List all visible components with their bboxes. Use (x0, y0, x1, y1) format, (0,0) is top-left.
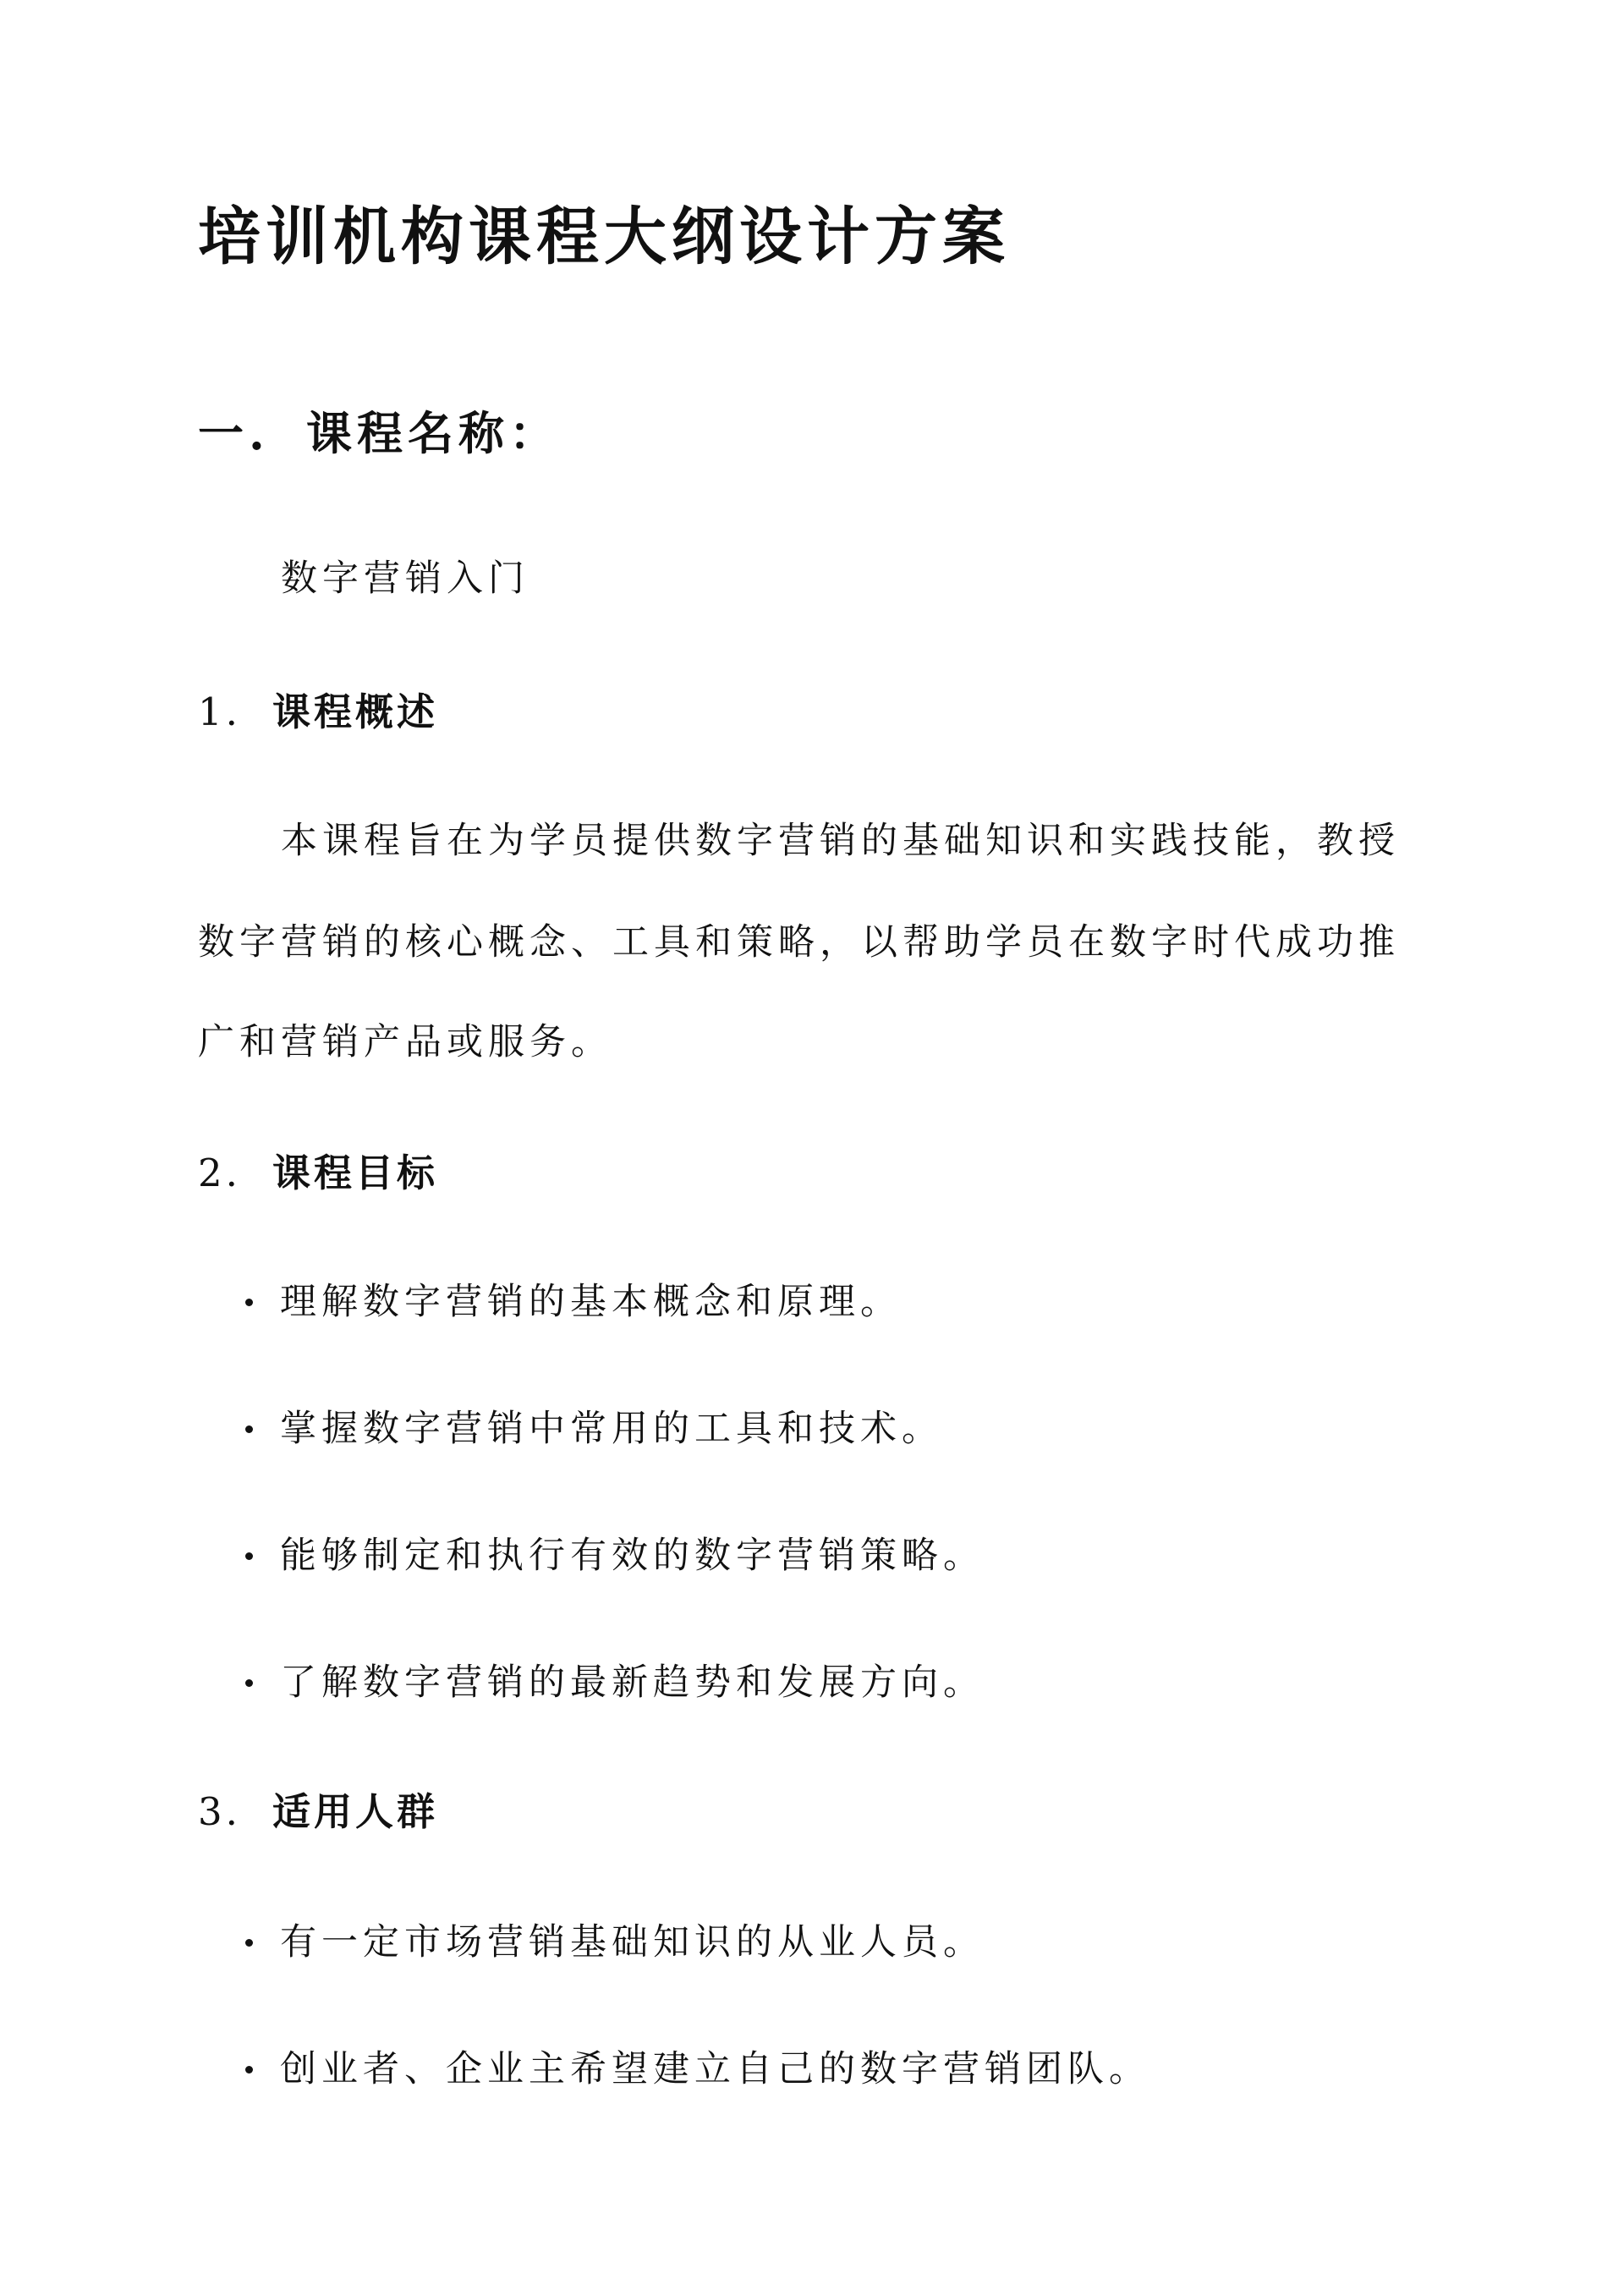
bullet-icon (245, 1679, 253, 1687)
objective-list-item (245, 1400, 943, 1452)
subsection-number: 1. (198, 689, 241, 734)
list-item-text: 创业者、企业主希望建立自己的数字营销团队。 (280, 2048, 1150, 2090)
bullet-icon (245, 1299, 253, 1306)
section-number: 一. (198, 406, 270, 460)
course-name-text: 数字营销入门 (281, 558, 529, 600)
bullet-icon (245, 1939, 253, 1947)
list-item-text: 了解数字营销的最新趋势和发展方向。 (280, 1662, 985, 1704)
objective-list-item (245, 1273, 902, 1325)
objective-list-item (245, 1654, 985, 1706)
audience-list-item (245, 1914, 985, 1965)
audience-list-item (245, 2041, 1150, 2092)
overview-paragraph-line: 数字营销的核心概念、工具和策略，以帮助学员在数字时代成功推 (198, 921, 1400, 964)
subsection-number: 2. (198, 1151, 241, 1195)
list-item-text: 掌握数字营销中常用的工具和技术。 (280, 1408, 943, 1450)
list-item-text: 能够制定和执行有效的数字营销策略。 (280, 1535, 985, 1577)
bullet-icon (245, 1552, 253, 1560)
list-item-text: 有一定市场营销基础知识的从业人员。 (280, 1921, 985, 1964)
subsection-heading-text: 课程目标 (272, 1151, 439, 1195)
objective-list-item (245, 1527, 985, 1579)
list-item-text: 理解数字营销的基本概念和原理。 (280, 1281, 902, 1323)
subsection-number: 3. (198, 1789, 241, 1834)
subsection-heading-text: 适用人群 (272, 1789, 439, 1834)
bullet-icon (245, 2066, 253, 2074)
subsection-heading-text: 课程概述 (272, 689, 439, 734)
subsection-heading-objectives (198, 1142, 438, 1197)
section-heading-text: 课程名称： (306, 406, 560, 460)
bullet-icon (245, 1425, 253, 1433)
subsection-heading-overview (198, 681, 438, 736)
overview-paragraph-line: 本课程旨在为学员提供数字营销的基础知识和实践技能，教授 (281, 820, 1400, 862)
section-heading-course-name (198, 398, 560, 463)
subsection-heading-audience (198, 1781, 438, 1836)
document-title: 培训机构课程大纲设计方案 (198, 200, 1010, 273)
overview-paragraph-line: 广和营销产品或服务。 (198, 1021, 612, 1063)
